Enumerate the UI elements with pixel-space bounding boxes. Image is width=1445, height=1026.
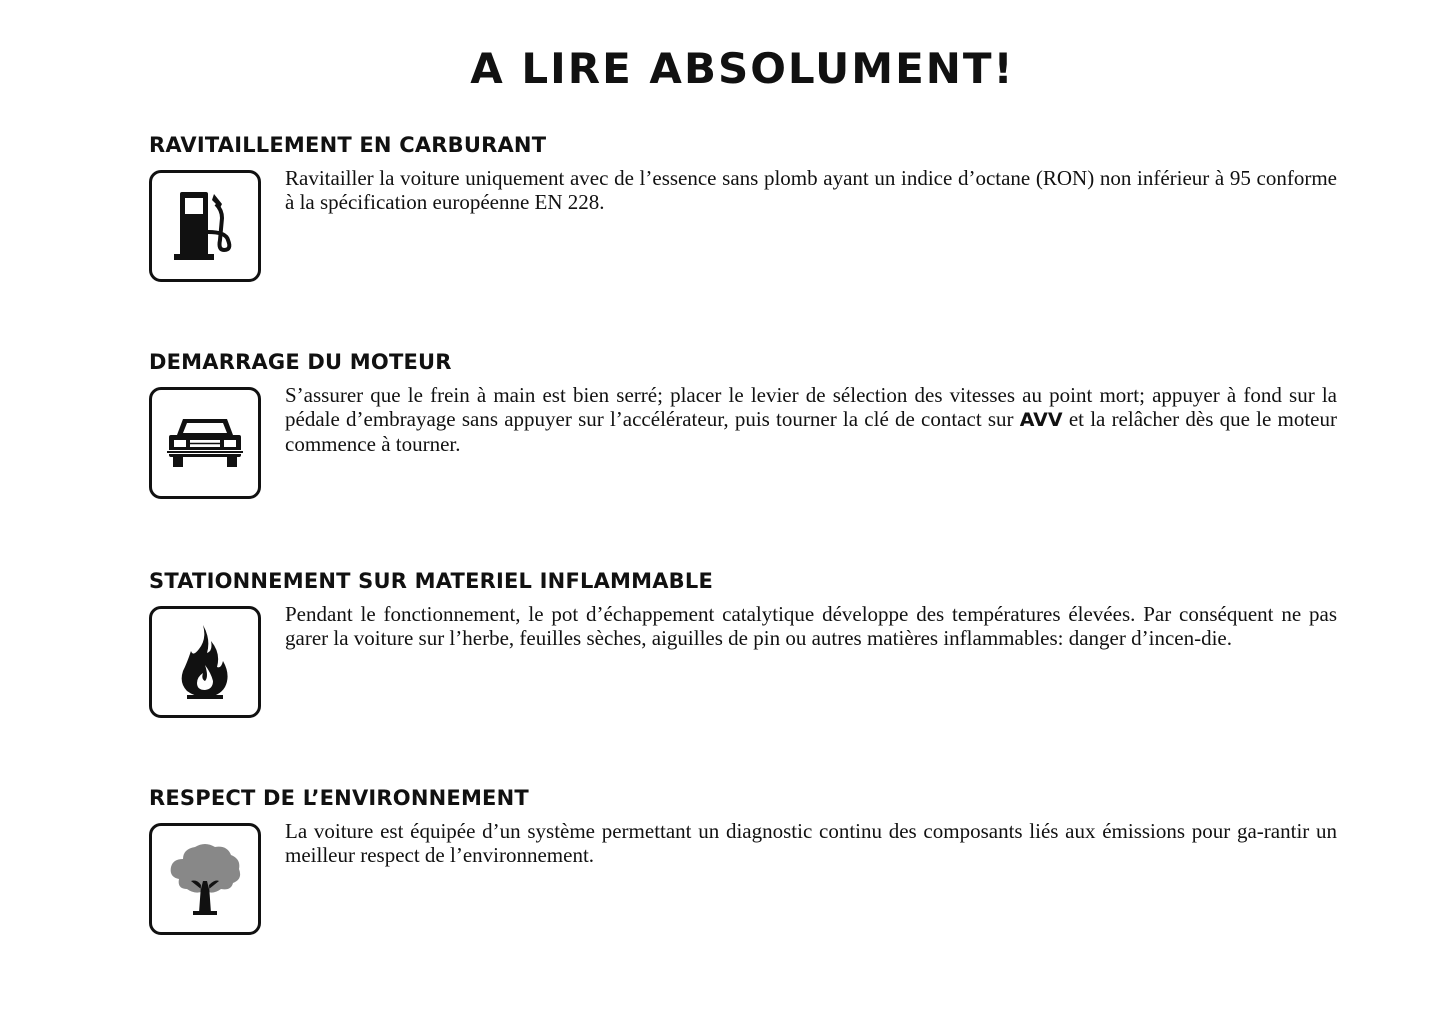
section-text-part: et la relâcher dès que le moteur commence à tourner. — [285, 407, 1337, 456]
flame-icon-frame — [149, 606, 261, 718]
car-front-icon — [167, 413, 243, 473]
tree-icon — [165, 839, 245, 919]
section-engine-start — [149, 347, 1339, 456]
key-position-avv: AVV — [1019, 409, 1063, 431]
section-heading: RAVITAILLEMENT EN CARBURANT — [149, 133, 547, 157]
section-heading: STATIONNEMENT SUR MATERIEL INFLAMMABLE — [149, 569, 713, 593]
section-heading: DEMARRAGE DU MOTEUR — [149, 350, 452, 374]
section-text-part: S’assurer que le frein à main est bien serré; placer le levier de sélection des vitesses au point mort; appuyer à fond sur la pédale d’embrayage sans appuyer sur l’accélérateur, puis tourner la clé de contact sur — [285, 383, 1337, 431]
section-text — [285, 383, 1337, 456]
page-title: A LIRE ABSOLUMENT! — [470, 44, 1015, 93]
section-environment — [149, 783, 1339, 867]
section-text: Ravitailler la voiture uniquement avec de l’essence sans plomb ayant un indice d’octane (RON) non inférieur à 95 conforme à la spécification européenne EN 228. — [285, 166, 1337, 214]
fuel-pump-icon — [170, 188, 240, 264]
tree-icon-frame — [149, 823, 261, 935]
flame-icon — [177, 623, 233, 701]
section-heading: RESPECT DE L’ENVIRONNEMENT — [149, 786, 529, 810]
section-flammable-parking — [149, 566, 1339, 650]
fuel-icon-frame — [149, 170, 261, 282]
section-refuelling — [149, 130, 1339, 214]
section-text: Pendant le fonctionnement, le pot d’échappement catalytique développe des températures élevées. Par conséquent ne pas garer la voiture sur l’herbe, feuilles sèches, aiguilles de pin ou autres matières inflammables: danger d’incen-die. — [285, 602, 1337, 650]
section-text: La voiture est équipée d’un système permettant un diagnostic continu des composants liés aux émissions pour ga-rantir un meilleur respect de l’environnement. — [285, 819, 1337, 867]
car-icon-frame — [149, 387, 261, 499]
